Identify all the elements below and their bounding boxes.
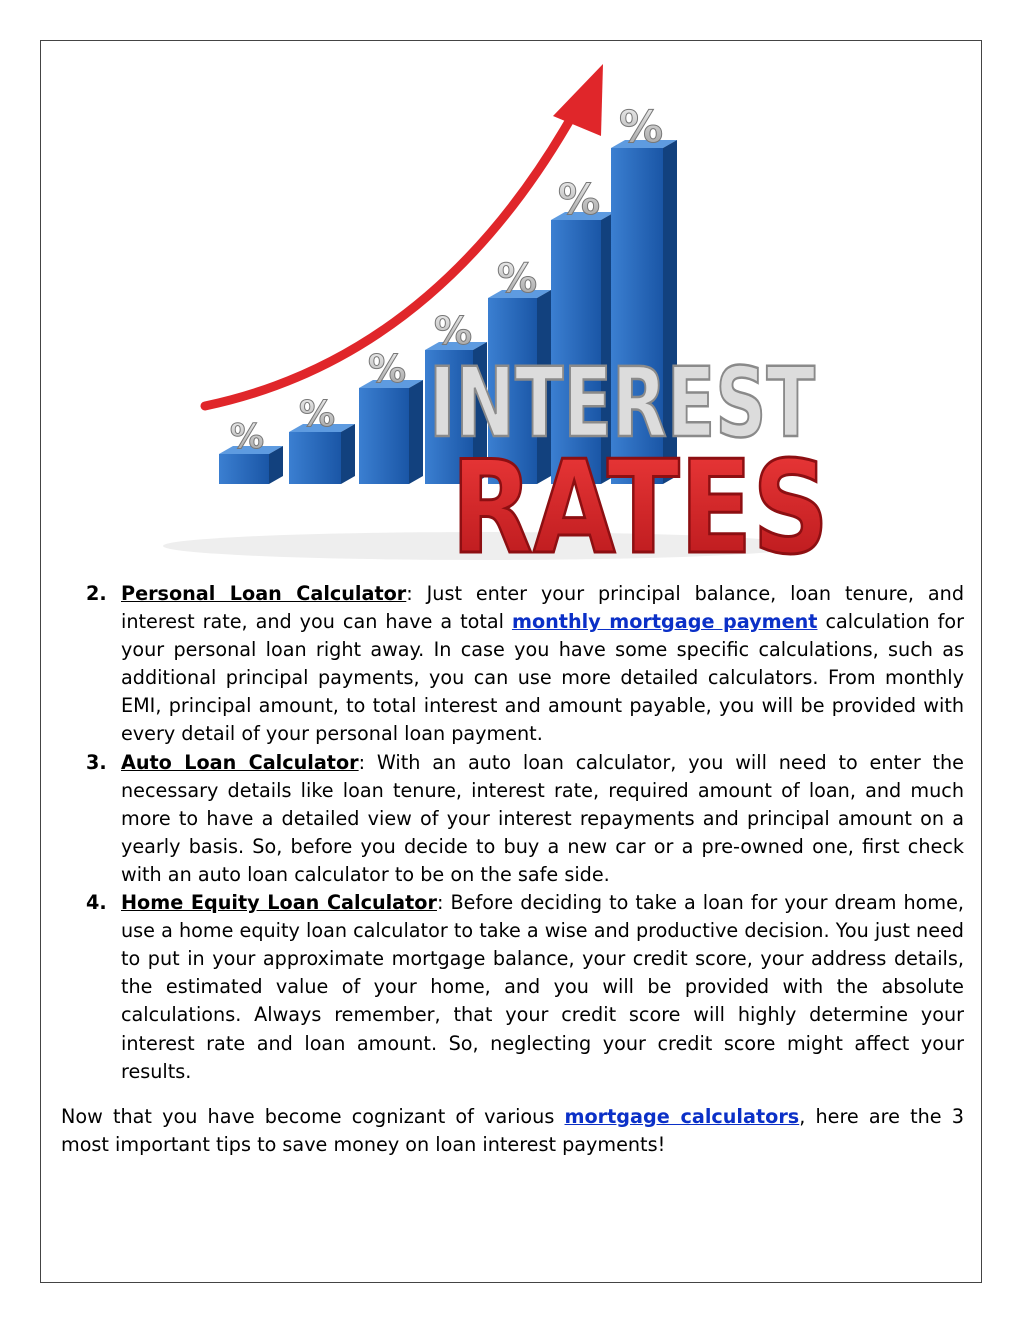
item-text: : Just enter your principal balance, loan tenure, and interest rate, and you can have a total (121, 582, 964, 634)
item-term: Personal Loan Calculator (121, 582, 407, 605)
list-item (86, 580, 964, 749)
interest-word: INTEREST (429, 347, 815, 459)
percent-icon-7: % (618, 102, 664, 153)
outro-paragraph (61, 1103, 964, 1159)
rates-word: RATES (451, 434, 829, 583)
mortgage-calculators-link[interactable]: mortgage calculators (564, 1105, 800, 1128)
item-term: Home Equity Loan Calculator (121, 891, 437, 915)
outro-text-continued: , here are the 3 most important tips to save money on loan interest payments! (61, 1105, 964, 1157)
percent-icon-3: % (367, 347, 407, 391)
list-number: 3. (86, 750, 107, 774)
percent-icon-5: % (496, 256, 538, 302)
percent-icon-1: % (229, 417, 265, 457)
item-term: Auto Loan Calculator (121, 750, 359, 774)
list-item (86, 889, 964, 1086)
list-number: 2. (86, 582, 107, 605)
item-text: : With an auto loan calculator, you will need to enter the necessary details like loan tenure, interest rate, required amount of loan, and much more to have a detailed view of your interest repayments and principal amount on a yearly basis. So, before you decide to buy a new car or a pre-owned one, first check with an auto loan calculator to be on the safe side. (121, 750, 964, 886)
calculator-list (86, 580, 964, 1086)
percent-icon-6: % (557, 175, 601, 224)
list-item (86, 749, 964, 889)
outro-text: Now that you have become cognizant of various (61, 1105, 565, 1128)
percent-icon-4: % (433, 309, 473, 353)
percent-icon-2: % (298, 394, 336, 435)
interest-rates-image (133, 58, 833, 583)
list-number: 4. (86, 891, 107, 915)
item-text-continued: calculation for your personal loan right away. In case you have some specific calculations, such as additional principal payments, you can use more detailed calculators. From monthly EMI, principal amount, to total interest and amount payable, you will be provided with every detail of your personal loan payment. (121, 610, 964, 746)
monthly-mortgage-payment-link[interactable]: monthly mortgage payment (511, 610, 818, 634)
item-text: : Before deciding to take a loan for your dream home, use a home equity loan calculator to take a wise and productive decision. You just need to put in your approximate mortgage balance, your credit score, your address details, the estimated value of your home, and you will be provided with the absolute calculations. Always remember, that your credit score will highly determine your interest rate and loan amount. So, neglecting your credit score might affect your results. (121, 891, 964, 1083)
bar-3 (359, 380, 423, 484)
